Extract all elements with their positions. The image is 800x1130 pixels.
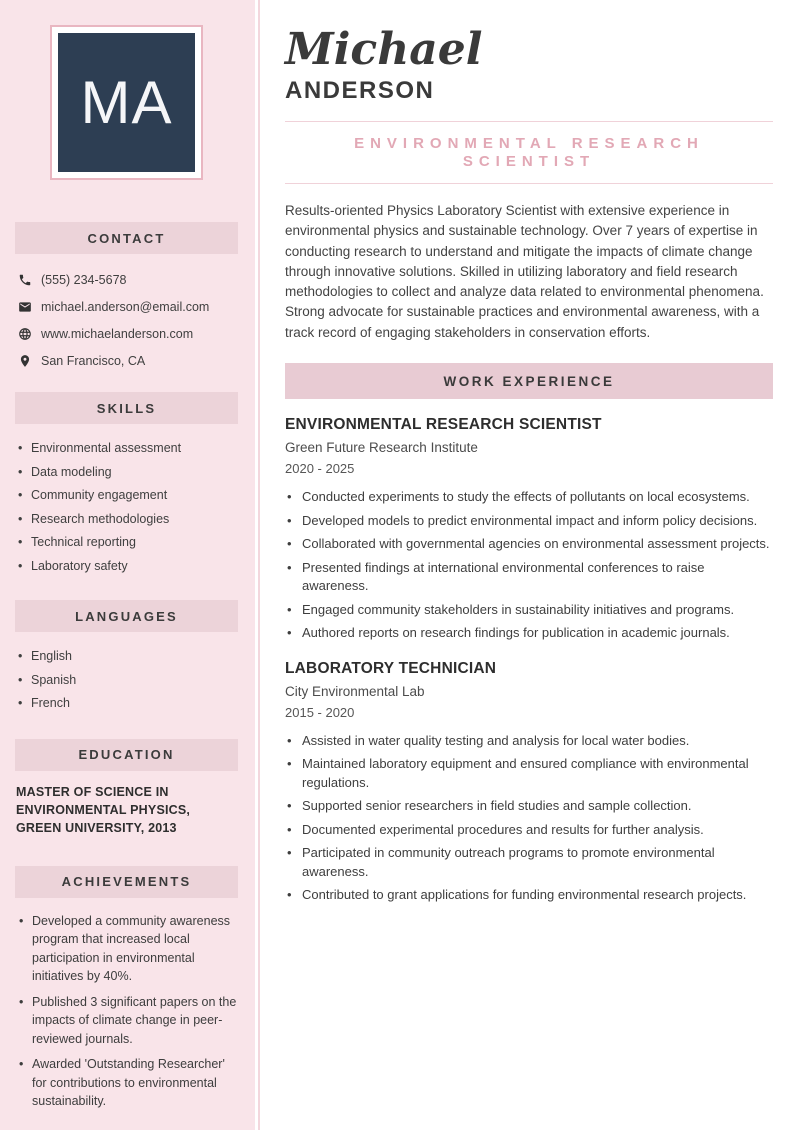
language-item: • English [18,645,239,669]
avatar-initials: MA [80,69,173,136]
contact-list [18,266,239,374]
phone-icon [18,273,32,287]
job-bullet: • Participated in community outreach programs to promote environmental awareness. [285,844,773,881]
skill-item: • Community engagement [18,484,239,508]
last-name: ANDERSON [285,77,435,104]
job-bullet: • Authored reports on research findings for publication in academic journals. [285,624,773,643]
languages-list [18,645,239,716]
skills-list [18,437,239,578]
sidebar [0,0,255,1130]
contact-email-text: michael.anderson@email.com [41,299,210,314]
skills-heading: SKILLS [15,392,238,424]
job-bullets [285,488,773,643]
job-company: Green Future Research Institute [285,440,478,456]
language-item: • French [18,692,239,716]
job-bullet: • Supported senior researchers in field studies and sample collection. [285,797,773,816]
job-company: City Environmental Lab [285,683,425,699]
achievements-heading: ACHIEVEMENTS [15,866,238,898]
job-dates: 2015 - 2020 [285,704,355,720]
contact-website-text: www.michaelanderson.com [41,326,194,341]
achievements-list [18,912,239,1111]
skill-item: • Environmental assessment [18,437,239,461]
language-item: • Spanish [18,669,239,693]
contact-phone-text: (555) 234-5678 [41,272,127,287]
job-bullet: • Conducted experiments to study the effects of pollutants on local ecosystems. [285,488,773,507]
contact-heading: CONTACT [15,222,238,254]
job-title: LABORATORY TECHNICIAN [285,659,497,677]
education-degree: MASTER OF SCIENCE IN ENVIRONMENTAL PHYSICS, GREEN UNIVERSITY, 2013 [16,784,191,835]
avatar [50,25,203,180]
skill-item: • Data modeling [18,461,239,485]
job-bullet: • Assisted in water quality testing and analysis for local water bodies. [285,732,773,751]
job-title-band [285,121,773,184]
location-icon [18,354,32,368]
education-heading: EDUCATION [15,739,238,771]
job-bullet: • Maintained laboratory equipment and ensured compliance with environmental regulations. [285,755,773,792]
avatar-monogram-box [58,33,195,172]
globe-icon [18,327,32,341]
work-experience-heading: WORK EXPERIENCE [285,363,773,399]
job-entry [285,660,773,905]
contact-location-text: San Francisco, CA [41,353,146,368]
contact-item-location [18,347,239,374]
contact-item-email [18,293,239,320]
skill-item: • Technical reporting [18,531,239,555]
job-entry [285,416,773,643]
achievement-item: • Published 3 significant papers on the impacts of climate change in peer-reviewed journals. [18,993,239,1049]
professional-title: ENVIRONMENTAL RESEARCH SCIENTIST [354,135,704,170]
job-title: ENVIRONMENTAL RESEARCH SCIENTIST [285,416,602,434]
skill-item: • Laboratory safety [18,555,239,579]
achievement-item: • Awarded 'Outstanding Researcher' for contributions to environmental sustainability. [18,1055,239,1111]
main-content [285,0,773,910]
job-bullets [285,732,773,905]
job-bullet: • Documented experimental procedures and results for further analysis. [285,821,773,840]
skill-item: • Research methodologies [18,508,239,532]
sidebar-divider-line [258,0,260,1130]
job-bullet: • Presented findings at international environmental conferences to raise awareness. [285,559,773,596]
job-dates: 2020 - 2025 [285,461,355,477]
job-bullet: • Collaborated with governmental agencies on environmental assessment projects. [285,535,773,554]
first-name: Michael [285,24,483,75]
contact-item-phone [18,266,239,293]
job-bullet: • Engaged community stakeholders in sustainability initiatives and programs. [285,601,773,620]
contact-item-website [18,320,239,347]
job-bullet: • Contributed to grant applications for funding environmental research projects. [285,886,773,905]
email-icon [18,300,32,314]
job-bullet: • Developed models to predict environmental impact and inform policy decisions. [285,512,773,531]
achievement-item: • Developed a community awareness program that increased local participation in environmental initiatives by 40%. [18,912,239,986]
professional-summary: Results-oriented Physics Laboratory Scientist with extensive experience in environmental physics and sustainable technology. Over 7 years of expertise in conducting research to understand and mitigate the impacts of climate change through innovative solutions. Skilled in utilizing laboratory and field research methodologies to collect and analyze data related to environmental phenomena. Strong advocate for sustainable practices and environmental awareness, with a track record of engaging stakeholders in conservation efforts. [285,203,764,340]
languages-heading: LANGUAGES [15,600,238,632]
